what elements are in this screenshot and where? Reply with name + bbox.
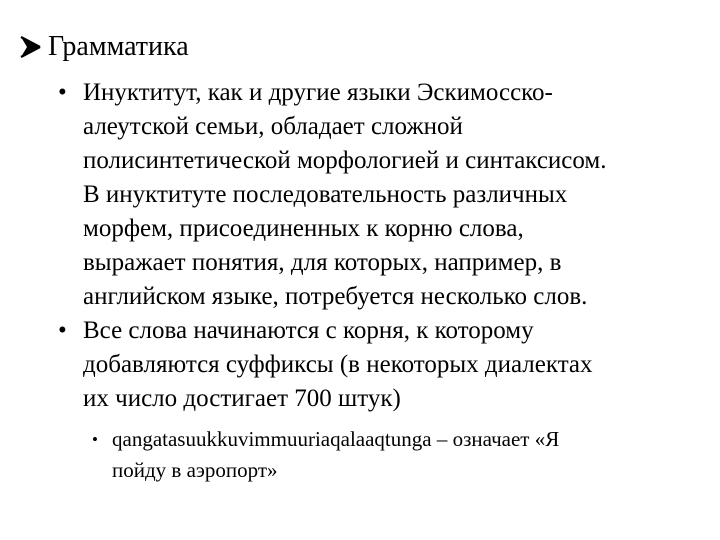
arrow-bullet-icon xyxy=(18,34,44,60)
sub-bullet-dot-icon: • xyxy=(92,430,98,449)
bullet-dot-icon: • xyxy=(58,79,67,106)
bullet-item-suffixes xyxy=(55,314,705,416)
sub-bullet-example xyxy=(92,424,705,486)
sub-bullet-line: qangatasuukkuvimmuuriaqalaaqtunga – означает «Я xyxy=(112,427,560,451)
bullet-line: морфем, присоединенных к корню слова, xyxy=(83,215,524,242)
bullet-line: их число достигает 700 штук) xyxy=(83,385,401,412)
bullet-dot-icon: • xyxy=(58,317,67,344)
bullet-line: алеутской семьи, обладает сложной xyxy=(83,113,463,140)
heading-text: Грамматика xyxy=(48,31,189,62)
sub-bullet-line: пойду в аэропорт» xyxy=(112,458,278,482)
bullet-line: Все слова начинаются с корня, к которому xyxy=(83,317,534,344)
slide-heading xyxy=(18,30,189,64)
bullet-line: английском языке, потребуется несколько слов. xyxy=(83,283,588,310)
bullet-line: выражает понятия, для которых, например, в xyxy=(83,249,562,276)
bullet-line: полисинтетической морфологией и синтаксисом. xyxy=(83,147,607,174)
bullet-list xyxy=(55,76,705,416)
bullet-line: В инуктитуте последовательность различных xyxy=(83,181,568,208)
bullet-line: Инуктитут, как и другие языки Эскимосско- xyxy=(83,79,553,106)
bullet-item-grammar xyxy=(55,76,705,314)
bullet-line: добавляются суффиксы (в некоторых диалектах xyxy=(83,351,593,378)
